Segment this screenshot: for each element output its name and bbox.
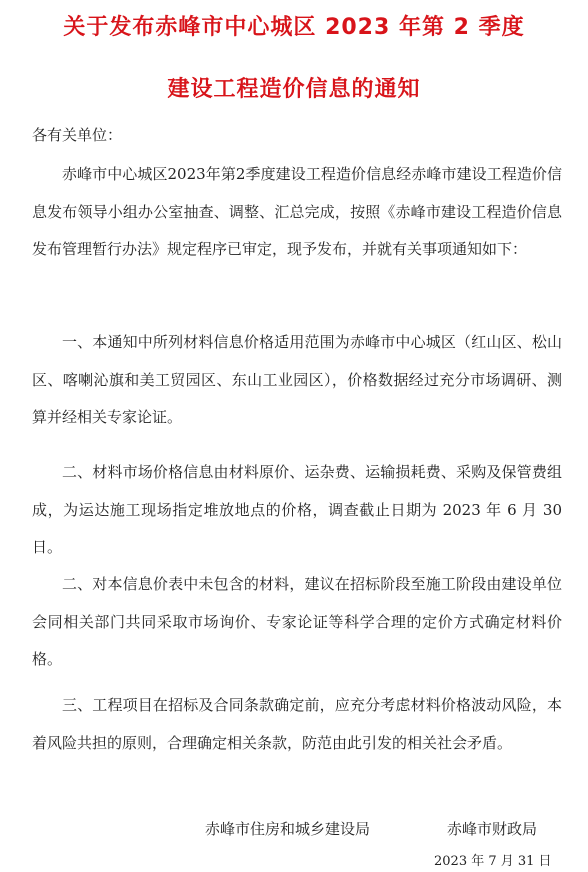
paragraph-unlisted-materials: 二、对本信息价表中未包含的材料，建议在招标阶段至施工阶段由建设单位会同相关部门共同采取市场询价、专家论证等科学合理的定价方式确定材料价格。	[32, 575, 562, 668]
document-title-line-2: 建设工程造价信息的通知	[167, 77, 421, 102]
signature-housing-bureau: 赤峰市住房和城乡建设局	[205, 820, 371, 838]
paragraph-scope: 一、本通知中所列材料信息价格适用范围为赤峰市中心城区（红山区、松山区、喀喇沁旗和美工贸园区、东山工业园区），价格数据经过充分市场调研、测算并经相关专家论证。	[32, 333, 562, 426]
paragraph-price-composition: 二、材料市场价格信息由材料原价、运杂费、运输损耗费、采购及保管费组成，为运达施工现场指定堆放地点的价格，调查截止日期为 2023 年 6 月 30 日。	[32, 463, 562, 556]
issue-date: 2023 年 7 月 31 日	[434, 854, 552, 869]
paragraph-risk: 三、工程项目在招标及合同条款确定前，应充分考虑材料价格波动风险，本着风险共担的原则，合理确定相关条款，防范由此引发的相关社会矛盾。	[32, 696, 562, 752]
paragraph-intro: 赤峰市中心城区2023年第2季度建设工程造价信息经赤峰市建设工程造价信息发布领导小组办公室抽查、调整、汇总完成，按照《赤峰市建设工程造价信息发布管理暂行办法》规定程序已审定，现予发布，并就有关事项通知如下：	[32, 165, 562, 258]
signature-finance-bureau: 赤峰市财政局	[447, 820, 538, 838]
salutation: 各有关单位：	[32, 126, 123, 144]
document-title-line-1: 关于发布赤峰市中心城区 2023 年第 2 季度	[63, 15, 525, 40]
